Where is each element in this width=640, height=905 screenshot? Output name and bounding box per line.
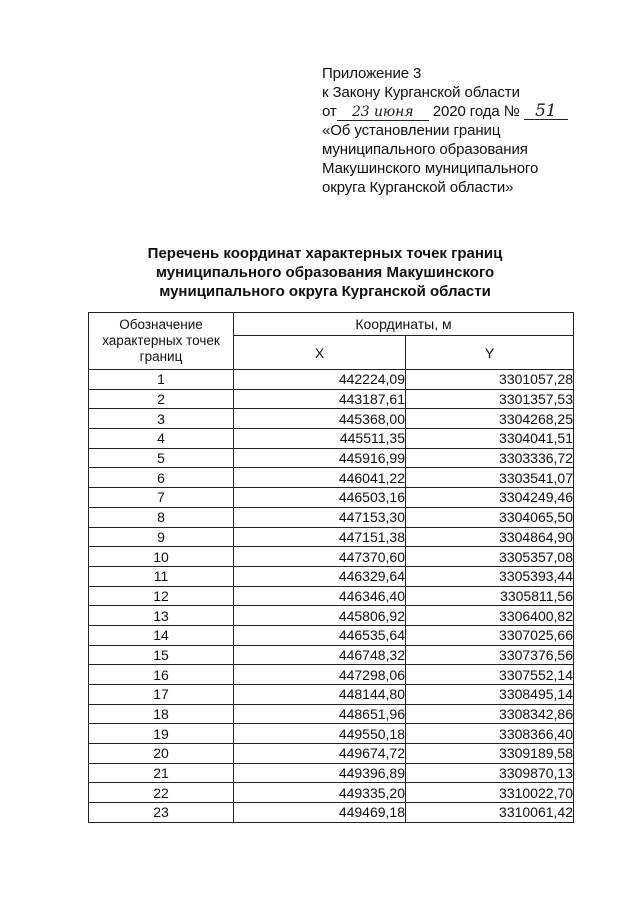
coord-y: 3307376,56 xyxy=(406,645,574,665)
point-number: 19 xyxy=(89,724,234,744)
law-title-line-3: Макушинского муниципального xyxy=(322,160,539,177)
appendix-number: Приложение 3 xyxy=(322,65,422,82)
point-number: 3 xyxy=(89,409,234,429)
coord-x: 447370,60 xyxy=(234,547,406,567)
coord-y: 3305811,56 xyxy=(406,586,574,606)
coord-y: 3303541,07 xyxy=(406,468,574,488)
coord-x: 446503,16 xyxy=(234,488,406,508)
table-row xyxy=(89,468,574,488)
point-number: 7 xyxy=(89,488,234,508)
coord-y: 3308495,14 xyxy=(406,685,574,705)
coord-x: 447153,30 xyxy=(234,507,406,527)
coord-y: 3304268,25 xyxy=(406,409,574,429)
title-line-3: муниципального округа Курганской области xyxy=(159,283,491,300)
coord-x: 449396,89 xyxy=(234,763,406,783)
appendix-law-reference: к Закону Курганской области xyxy=(322,84,520,101)
point-number: 4 xyxy=(89,429,234,449)
table-row xyxy=(89,488,574,508)
table-row xyxy=(89,409,574,429)
coord-y: 3306400,82 xyxy=(406,606,574,626)
coord-x: 448144,80 xyxy=(234,685,406,705)
table-row xyxy=(89,606,574,626)
coord-x: 449335,20 xyxy=(234,783,406,803)
point-number: 5 xyxy=(89,448,234,468)
coord-y: 3309870,13 xyxy=(406,763,574,783)
coord-y: 3307552,14 xyxy=(406,665,574,685)
point-number: 10 xyxy=(89,547,234,567)
law-title-line-4: округа Курганской области» xyxy=(322,179,514,196)
table-row xyxy=(89,665,574,685)
coord-y: 3303336,72 xyxy=(406,448,574,468)
table-row xyxy=(89,527,574,547)
coord-x: 442224,09 xyxy=(234,370,406,390)
coord-y: 3307025,66 xyxy=(406,625,574,645)
point-number: 15 xyxy=(89,645,234,665)
coord-x: 449674,72 xyxy=(234,744,406,764)
coord-y: 3305393,44 xyxy=(406,566,574,586)
appendix-header xyxy=(322,64,622,197)
point-number: 22 xyxy=(89,783,234,803)
coord-y: 3310022,70 xyxy=(406,783,574,803)
title-line-1: Перечень координат характерных точек границ xyxy=(147,245,503,262)
coord-x: 445511,35 xyxy=(234,429,406,449)
point-number: 13 xyxy=(89,606,234,626)
point-number: 6 xyxy=(89,468,234,488)
coord-y: 3304041,51 xyxy=(406,429,574,449)
title-line-2: муниципального образования Макушинского xyxy=(155,264,495,281)
coord-y: 3304864,90 xyxy=(406,527,574,547)
point-number: 9 xyxy=(89,527,234,547)
table-row xyxy=(89,507,574,527)
coord-x: 446329,64 xyxy=(234,566,406,586)
coord-x: 446748,32 xyxy=(234,645,406,665)
table-row xyxy=(89,763,574,783)
header-x: X xyxy=(234,336,406,370)
coord-y: 3305357,08 xyxy=(406,547,574,567)
coord-x: 446041,22 xyxy=(234,468,406,488)
table-row xyxy=(89,744,574,764)
table-row xyxy=(89,389,574,409)
coord-y: 3310061,42 xyxy=(406,803,574,823)
table-row xyxy=(89,566,574,586)
coord-x: 447298,06 xyxy=(234,665,406,685)
year-text: 2020 года № xyxy=(432,103,520,120)
point-number: 8 xyxy=(89,507,234,527)
table-row xyxy=(89,783,574,803)
coordinates-table xyxy=(88,312,574,823)
point-number: 11 xyxy=(89,566,234,586)
coord-y: 3301357,53 xyxy=(406,389,574,409)
coord-y: 3304249,46 xyxy=(406,488,574,508)
point-number: 1 xyxy=(89,370,234,390)
coord-x: 446346,40 xyxy=(234,586,406,606)
coord-x: 449469,18 xyxy=(234,803,406,823)
point-number: 12 xyxy=(89,586,234,606)
coordinates-rows xyxy=(89,370,574,823)
coord-x: 445368,00 xyxy=(234,409,406,429)
table-row xyxy=(89,803,574,823)
handwritten-law-number: 51 xyxy=(524,103,568,120)
table-row xyxy=(89,448,574,468)
coord-y: 3301057,28 xyxy=(406,370,574,390)
table-row xyxy=(89,547,574,567)
point-number: 23 xyxy=(89,803,234,823)
coord-x: 447151,38 xyxy=(234,527,406,547)
coord-x: 448651,96 xyxy=(234,704,406,724)
law-title-line-1: «Об установлении границ xyxy=(322,122,501,139)
document-title xyxy=(80,244,570,301)
coord-x: 445916,99 xyxy=(234,448,406,468)
table-row xyxy=(89,625,574,645)
coord-y: 3309189,58 xyxy=(406,744,574,764)
point-number: 17 xyxy=(89,685,234,705)
point-number: 14 xyxy=(89,625,234,645)
table-row xyxy=(89,645,574,665)
header-y: Y xyxy=(406,336,574,370)
header-point-designation: Обозначение характерных точек границ xyxy=(89,313,234,370)
point-number: 16 xyxy=(89,665,234,685)
table-row xyxy=(89,724,574,744)
header-coordinates: Координаты, м xyxy=(234,313,574,336)
coord-x: 443187,61 xyxy=(234,389,406,409)
handwritten-date: 23 июня xyxy=(337,104,429,121)
table-row xyxy=(89,429,574,449)
point-number: 21 xyxy=(89,763,234,783)
table-row xyxy=(89,704,574,724)
point-number: 2 xyxy=(89,389,234,409)
date-prefix: от xyxy=(322,103,337,120)
law-title-line-2: муниципального образования xyxy=(322,141,528,158)
coord-x: 445806,92 xyxy=(234,606,406,626)
point-number: 20 xyxy=(89,744,234,764)
table-row xyxy=(89,586,574,606)
appendix-date-line xyxy=(322,102,622,121)
table-row xyxy=(89,370,574,390)
coord-y: 3308366,40 xyxy=(406,724,574,744)
coord-x: 446535,64 xyxy=(234,625,406,645)
table-row xyxy=(89,685,574,705)
point-number: 18 xyxy=(89,704,234,724)
coord-x: 449550,18 xyxy=(234,724,406,744)
coord-y: 3308342,86 xyxy=(406,704,574,724)
coord-y: 3304065,50 xyxy=(406,507,574,527)
